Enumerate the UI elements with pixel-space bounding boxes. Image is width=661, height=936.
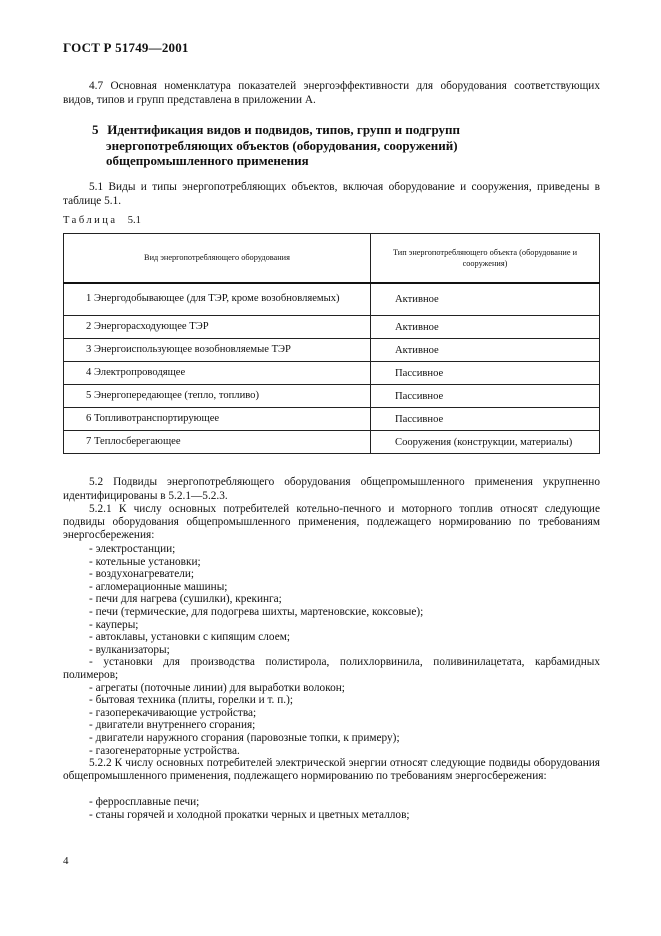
table-caption: Таблица 5.1 (63, 215, 141, 226)
list-item: - вулканизаторы; (89, 643, 170, 656)
table-header-object-type: Тип энергопотребляющего объекта (оборудование и сооружения) (371, 234, 600, 283)
list-item: - двигатели наружного сгорания (паровозные топки, к примеру); (89, 731, 400, 744)
list-item: - агрегаты (поточные линии) для выработки волокон; (89, 681, 345, 694)
list-item: - двигатели внутреннего сгорания; (89, 719, 256, 732)
list-item: - газоперекачивающие устройства; (89, 706, 257, 719)
table-row (64, 339, 600, 362)
table-row (64, 362, 600, 385)
table-cell-kind: 2 Энергорасходующее ТЭР (64, 316, 371, 339)
list-item: - воздухонагреватели; (89, 568, 195, 581)
list-electricity-consumers (63, 796, 600, 821)
list-fuel-consumers (63, 543, 600, 757)
section-5-title (92, 122, 562, 169)
list-item: - ферросплавные печи; (89, 796, 200, 808)
list-item: - станы горячей и холодной прокатки черных и цветных металлов; (89, 808, 410, 821)
list-item: - кауперы; (89, 618, 139, 631)
table-header-equipment-kind: Вид энергопотребляющего оборудования (64, 234, 371, 283)
paragraph-5-2-2: 5.2.2 К числу основных потребителей электрической энергии относят следующие подвиды оборудования общепромышленного применения, подлежащего нормированию по требованиям энергосбережения: (63, 757, 600, 782)
list-item: - электростанции; (89, 543, 176, 555)
list-item: - котельные установки; (89, 555, 201, 568)
table-row (64, 431, 600, 454)
document-header: ГОСТ Р 51749—2001 (63, 40, 189, 55)
paragraph-5-2-1: 5.2.1 К числу основных потребителей котельно-печного и моторного топлив относят следующие подвиды оборудования общепромышленного применения, подлежащего нормированию по требованиям энергосбережения: (63, 503, 600, 541)
list-item: - печи (термические, для подогрева шихты, мартеновские, коксовые); (89, 605, 424, 618)
section-title-line-1: 5 Идентификация видов и подвидов, типов, групп и подгрупп (92, 122, 460, 137)
paragraph-5-1: 5.1 Виды и типы энергопотребляющих объектов, включая оборудование и сооружения, приведены в таблице 5.1. (63, 181, 600, 207)
table-row (64, 408, 600, 431)
table-5-1 (63, 233, 600, 454)
table-cell-kind: 7 Теплосберегающее (64, 431, 371, 454)
list-item: - газогенераторные устройства. (89, 744, 240, 757)
paragraph-4-7: 4.7 Основная номенклатура показателей энергоэффективности для оборудования соответствующих видов, типов и групп представлена в приложении А. (63, 80, 600, 106)
table-cell-kind: 1 Энергодобывающее (для ТЭР, кроме возобновляемых) (64, 283, 371, 316)
list-item: - автоклавы, установки с кипящим слоем; (89, 631, 291, 644)
table-cell-type: Сооружения (конструкции, материалы) (371, 431, 600, 454)
table-cell-kind: 3 Энергоиспользующее возобновляемые ТЭР (64, 339, 371, 362)
table-cell-kind: 5 Энергопередающее (тепло, топливо) (64, 385, 371, 408)
table-cell-type: Пассивное (371, 408, 600, 431)
paragraph-5-2: 5.2 Подвиды энергопотребляющего оборудования общепромышленного применения укрупненно идентифицированы в 5.2.1—5.2.3. (63, 476, 600, 502)
section-title-line-3: общепромышленного применения (106, 153, 309, 168)
table-row (64, 385, 600, 408)
table-cell-type: Активное (371, 316, 600, 339)
table-header-row (64, 234, 600, 283)
table-cell-kind: 4 Электропроводящее (64, 362, 371, 385)
table-cell-type: Пассивное (371, 385, 600, 408)
table-cell-type: Активное (371, 339, 600, 362)
section-title-line-2: энергопотребляющих объектов (оборудования, сооружений) (106, 137, 458, 153)
table-cell-type: Активное (371, 283, 600, 316)
page-number: 4 (63, 855, 69, 867)
table-row (64, 283, 600, 316)
table-row (64, 316, 600, 339)
table-cell-kind: 6 Топливотранспортирующее (64, 408, 371, 431)
list-item: - агломерационные машины; (89, 580, 228, 593)
list-item: - печи для нагрева (сушилки), крекинга; (89, 593, 282, 606)
table-cell-type: Пассивное (371, 362, 600, 385)
list-item: - установки для производства полистирола, полихлорвинила, поливинилацетата, карбамидных полимеров; (63, 656, 600, 681)
list-item: - бытовая техника (плиты, горелки и т. п.); (89, 694, 293, 707)
section-number: 5 (92, 122, 99, 137)
